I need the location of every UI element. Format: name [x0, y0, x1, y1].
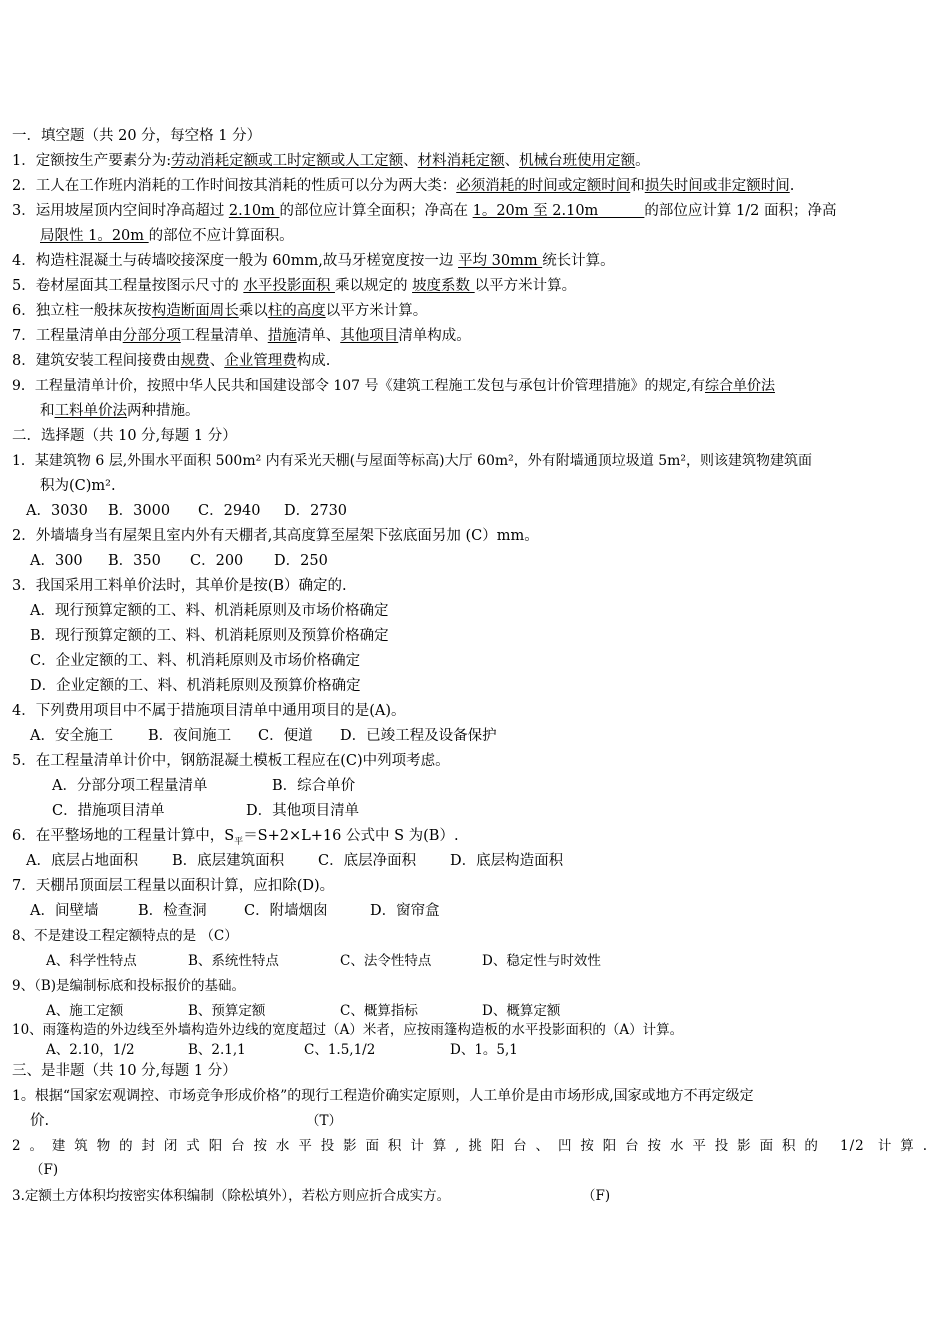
option-a: A、科学性特点 [46, 953, 137, 969]
option-d: D．窗帘盒 [370, 903, 440, 919]
option-c: C．便道 [258, 728, 313, 744]
option-a: A．安全施工 [30, 728, 113, 744]
s3-question-1-cont: 价. （T） [30, 1113, 343, 1129]
option-c: C．措施项目清单 [52, 803, 165, 819]
option-d: D．底层构造面积 [450, 853, 564, 869]
option-b: B．综合单价 [272, 778, 356, 794]
s1-question-2: 2．工人在工作班内消耗的工作时间按其消耗的性质可以分为两大类：必须消耗的时间或定额时间和损失时间或非定额时间. [12, 178, 795, 194]
s2-question-7: 7．天棚吊顶面层工程量以面积计算，应扣除(D)。 [12, 878, 335, 894]
s2-q3-option-a: A．现行预算定额的工、料、机消耗原则及市场价格确定 [30, 603, 389, 619]
s2-q1-options [26, 501, 946, 521]
option-b: B、预算定额 [188, 1003, 266, 1019]
section1-heading: 一．填空题（共 20 分，每空格 1 分） [12, 128, 262, 144]
s2-q2-options [30, 551, 950, 571]
option-c: C、1.5,1/2 [304, 1042, 376, 1058]
s2-question-10: 10、雨篷构造的外边线至外墙构造外边线的宽度超过（A）米者，应按雨篷构造板的水平投影面积的（A）计算。 [12, 1022, 684, 1038]
s1-question-5: 5．卷材屋面其工程量按图示尺寸的 水平投影面积 乘以规定的 坡度系数 以平方米计算。 [12, 278, 577, 294]
s3-question-1: 1。根据“国家宏观调控、市场竞争形成价格”的现行工程造价确实定原则，人工单价是由市场形成,国家或地方不再定级定 [12, 1088, 754, 1104]
s2-q4-options [30, 726, 950, 746]
s3-q3-answer: （F) [582, 1188, 611, 1204]
option-b: B．3000 [108, 503, 171, 519]
option-c: C、法令性特点 [340, 953, 432, 969]
s1-question-6: 6．独立柱一般抹灰按构造断面周长乘以柱的高度以平方米计算。 [12, 303, 428, 319]
s2-q3-option-c: C．企业定额的工、料、机消耗原则及市场价格确定 [30, 653, 361, 669]
option-d: D．250 [274, 553, 328, 569]
option-a: A、施工定额 [46, 1003, 124, 1019]
option-c: C、概算指标 [340, 1003, 418, 1019]
s2-question-1: 1．某建筑物 6 层,外围水平面积 500m² 内有采光天棚(与屋面等标高)大厅 60m²，外有附墙通顶垃圾道 5m²，则该建筑物建筑面 [12, 453, 812, 469]
option-b: B．夜间施工 [148, 728, 232, 744]
s2-q10-options [46, 1040, 950, 1060]
option-a: A．间壁墙 [30, 903, 99, 919]
s2-question-6: 6．在平整场地的工程量计算中，$S_平=S+2\times L+16$ 公式中 S 为(B）. [12, 828, 459, 847]
s2-q8-options [46, 951, 950, 971]
option-d: D．2730 [284, 503, 348, 519]
s2-question-1-cont: 积为(C)m². [40, 478, 116, 494]
s2-question-4: 4．下列费用项目中不属于措施项目清单中通用项目的是(A)。 [12, 703, 406, 719]
s2-q6-options [26, 851, 946, 871]
option-b: B．检查洞 [138, 903, 207, 919]
option-d: D．其他项目清单 [246, 803, 360, 819]
option-a: A．3030 [26, 503, 88, 519]
s2-q3-option-d: D．企业定额的工、料、机消耗原则及预算价格确定 [30, 678, 361, 694]
s2-q9-options [46, 1001, 950, 1021]
option-d: D、稳定性与时效性 [482, 953, 601, 969]
option-a: A．分部分项工程量清单 [52, 778, 208, 794]
s3-q2-answer: （F) [30, 1162, 59, 1178]
section2-heading: 二．选择题（共 10 分,每题 1 分） [12, 428, 237, 444]
option-b: B、2.1,1 [188, 1042, 246, 1058]
option-c: C．2940 [198, 503, 261, 519]
s1-question-9-cont: 和工料单价法两种措施。 [40, 403, 200, 419]
option-b: B、系统性特点 [188, 953, 279, 969]
s2-question-2: 2．外墙墙身当有屋架且室内外有天棚者,其高度算至屋架下弦底面另加 (C）mm。 [12, 528, 539, 544]
option-d: D．已竣工程及设备保护 [340, 728, 497, 744]
s2-question-3: 3．我国采用工料单价法时，其单价是按(B）确定的. [12, 578, 347, 594]
s1-question-4: 4．构造柱混凝土与砖墙咬接深度一般为 60mm,故马牙槎宽度按一边 平均 30mm 统长计算。 [12, 253, 615, 269]
s3-question-3: 3.定额土方体积均按密实体积编制（除松填外），若松方则应折合成实方。 （F) [12, 1188, 611, 1204]
section3-heading: 三、是非题（共 10 分,每题 1 分） [12, 1063, 237, 1079]
option-a: A．底层占地面积 [26, 853, 138, 869]
s2-question-8: 8、不是建设工程定额特点的是 （C） [12, 928, 238, 944]
s3-question-2: 2。建筑物的封闭式阳台按水平投影面积计算,挑阳台、凹按阳台按水平投影面积的 1/2 计算. [12, 1138, 928, 1154]
option-a: A、2.10，1/2 [46, 1042, 135, 1058]
s1-question-1: 1．定额按生产要素分为:劳动消耗定额或工时定额或人工定额、材料消耗定额、机械台班使用定额。 [12, 153, 650, 169]
s2-question-9: 9、（B)是编制标底和投标报价的基础。 [12, 978, 246, 994]
s2-question-5: 5．在工程量清单计价中，钢筋混凝土模板工程应在(C)中列项考虑。 [12, 753, 450, 769]
option-c: C．200 [190, 553, 244, 569]
s3-q1-answer: （T） [306, 1113, 343, 1129]
s1-question-9: 9．工程量清单计价，按照中华人民共和国建设部令 107 号《建筑工程施工发包与承包计价管理措施》的规定,有综合单价法 [12, 378, 775, 394]
option-b: B．350 [108, 553, 161, 569]
s2-q7-options [30, 901, 950, 921]
s2-q3-option-b: B．现行预算定额的工、料、机消耗原则及预算价格确定 [30, 628, 389, 644]
s1-question-3-cont: 局限性 1。20m 的部位不应计算面积。 [40, 228, 294, 244]
option-d: D、1。5,1 [450, 1042, 518, 1058]
option-b: B．底层建筑面积 [172, 853, 285, 869]
option-a: A．300 [30, 553, 83, 569]
s1-question-8: 8．建筑安装工程间接费由规费、企业管理费构成. [12, 353, 331, 369]
option-c: C．底层净面积 [318, 853, 417, 869]
s2-q5-options-row1 [52, 776, 950, 796]
s2-q5-options-row2 [52, 801, 950, 821]
s1-question-3: 3．运用坡屋顶内空间时净高超过 2.10m 的部位应计算全面积；净高在 1。20m 至 2.10m 的部位应计算 1/2 面积；净高 [12, 203, 837, 219]
option-d: D、概算定额 [482, 1003, 561, 1019]
option-c: C．附墙烟囱 [244, 903, 328, 919]
s1-question-7: 7．工程量清单由分部分项工程量清单、措施清单、其他项目清单构成。 [12, 328, 471, 344]
